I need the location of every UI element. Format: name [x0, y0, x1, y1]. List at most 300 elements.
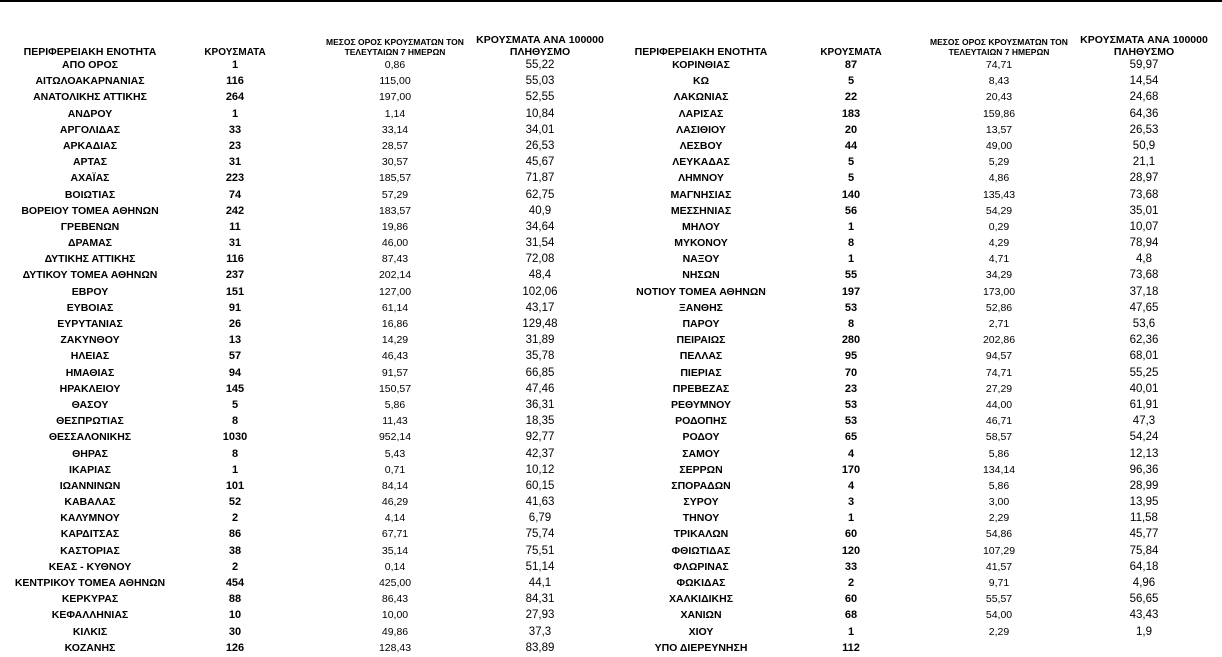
avg-cell: 107,29 [982, 544, 1016, 557]
per100k-cell: 44,1 [528, 577, 552, 589]
table-row [0, 511, 611, 527]
table-row [611, 58, 1222, 74]
avg-cell: 74,71 [985, 59, 1013, 71]
avg-cell: 34,29 [985, 269, 1013, 282]
table-row [611, 527, 1222, 543]
table-row [0, 301, 611, 317]
avg-cell: 159,86 [982, 107, 1016, 120]
cases-cell: 95 [844, 350, 858, 363]
cases-cell: 53 [844, 415, 858, 428]
table-row [0, 544, 611, 560]
per100k-cell: 34,01 [525, 123, 555, 136]
table-row [611, 560, 1222, 576]
region-cell: ΘΕΣΣΑΛΟΝΙΚΗΣ [48, 431, 132, 444]
cases-cell: 116 [226, 75, 244, 88]
per100k-cell: 42,37 [525, 447, 555, 460]
avg-cell: 49,00 [985, 139, 1013, 152]
avg-cell: 5,86 [988, 447, 1010, 460]
table-row [0, 398, 611, 414]
header-cases-per-100k: ΚΡΟΥΣΜΑΤΑ ΑΝΑ 100000 ΠΛΗΘΥΣΜΟ [1080, 33, 1208, 58]
avg-cell: 28,57 [381, 139, 409, 152]
region-cell: ΖΑΚΥΝΘΟΥ [60, 334, 120, 347]
header-avg-7-days: ΜΕΣΟΣ ΟΡΟΣ ΚΡΟΥΣΜΑΤΩΝ ΤΟΝ ΤΕΛΕΥΤΑΙΩΝ 7 ΗΜΕΡΩΝ [326, 37, 464, 58]
cases-cell: 8 [231, 415, 239, 428]
header-cases: ΚΡΟΥΣΜΑΤΑ [204, 46, 266, 58]
per100k-cell: 41,63 [525, 496, 555, 509]
avg-cell: 2,71 [988, 318, 1010, 330]
table-row [611, 463, 1222, 479]
cases-cell: 23 [228, 139, 242, 152]
per100k-cell: 83,89 [525, 641, 555, 654]
table-row [611, 641, 1222, 657]
cases-cell: 8 [231, 447, 239, 460]
cases-cell: 26 [228, 318, 242, 330]
per100k-cell: 47,65 [1129, 301, 1159, 314]
region-cell: ΦΘΙΩΤΙΔΑΣ [671, 544, 731, 557]
avg-cell: 197,00 [378, 91, 412, 104]
region-cell: ΗΜΑΘΙΑΣ [65, 366, 115, 379]
region-cell: ΔΥΤΙΚΟΥ ΤΟΜΕΑ ΑΘΗΝΩΝ [22, 269, 158, 282]
region-cell: ΡΟΔΟΥ [682, 431, 720, 444]
cases-cell: 33 [844, 560, 858, 573]
per100k-cell: 73,68 [1129, 188, 1159, 201]
region-cell: ΒΟΙΩΤΙΑΣ [64, 188, 116, 201]
cases-cell: 88 [228, 593, 242, 606]
region-cell: ΜΗΛΟΥ [682, 220, 720, 233]
per100k-cell: 55,25 [1129, 366, 1159, 379]
per100k-cell: 35,01 [1129, 204, 1159, 217]
region-cell: ΛΑΚΩΝΙΑΣ [673, 91, 729, 104]
cases-cell: 145 [225, 382, 245, 395]
region-cell: ΘΑΣΟΥ [71, 398, 109, 411]
avg-cell: 0,14 [384, 560, 406, 573]
avg-cell: 67,71 [381, 528, 409, 541]
avg-cell: 46,71 [985, 415, 1013, 428]
avg-cell: 4,86 [988, 172, 1010, 185]
left-table [0, 0, 611, 652]
table-row [611, 317, 1222, 333]
table-row [0, 204, 611, 220]
per100k-cell: 52,55 [525, 91, 555, 104]
per100k-cell: 62,36 [1129, 334, 1159, 347]
region-cell: ΙΚΑΡΙΑΣ [69, 463, 111, 476]
per100k-cell: 37,18 [1129, 285, 1159, 298]
per100k-cell: 10,07 [1129, 220, 1159, 233]
table-row [0, 333, 611, 349]
cases-cell: 4 [847, 479, 855, 492]
avg-cell: 2,29 [988, 512, 1010, 525]
region-cell: ΠΕΙΡΑΙΩΣ [676, 334, 726, 347]
cases-cell: 13 [228, 334, 242, 347]
cases-cell: 1 [231, 463, 239, 476]
region-cell: ΣΠΟΡΑΔΩΝ [671, 479, 731, 492]
region-cell: ΧΑΛΚΙΔΙΚΗΣ [668, 593, 734, 606]
per100k-cell: 1,9 [1136, 625, 1152, 638]
table-row [0, 608, 611, 624]
cases-cell: 4 [847, 447, 855, 460]
region-cell: ΑΝΑΤΟΛΙΚΗΣ ΑΤΤΙΚΗΣ [33, 91, 147, 104]
cases-cell: 5 [231, 398, 239, 411]
per100k-cell: 64,36 [1129, 107, 1159, 120]
per100k-cell: 71,87 [525, 172, 555, 185]
per100k-cell: 75,74 [525, 528, 555, 541]
table-row [0, 527, 611, 543]
per100k-cell: 59,97 [1129, 59, 1159, 71]
avg-cell: 61,14 [381, 301, 409, 314]
per100k-cell: 78,94 [1129, 237, 1159, 250]
cases-cell: 91 [228, 301, 242, 314]
table-row [611, 333, 1222, 349]
table-row [611, 625, 1222, 641]
avg-cell: 46,29 [381, 496, 409, 509]
cases-cell: 53 [844, 398, 858, 411]
per100k-cell: 64,18 [1129, 560, 1159, 573]
per100k-cell: 12,13 [1129, 447, 1159, 460]
region-cell: ΧΑΝΙΩΝ [680, 609, 722, 622]
avg-cell: 0,29 [988, 220, 1010, 233]
avg-cell: 35,14 [381, 544, 409, 557]
region-cell: ΑΡΚΑΔΙΑΣ [62, 139, 118, 152]
cases-cell: 120 [841, 544, 861, 557]
table-row [0, 236, 611, 252]
cases-cell: 1 [847, 253, 855, 266]
per100k-cell: 11,58 [1130, 512, 1158, 525]
region-cell: ΥΠΟ ΔΙΕΡΕΥΝΗΣΗ [654, 641, 748, 654]
avg-cell: 0,71 [384, 463, 406, 476]
header-cases-per-100k: ΚΡΟΥΣΜΑΤΑ ΑΝΑ 100000 ΠΛΗΘΥΣΜΟ [476, 33, 604, 58]
table-row [0, 349, 611, 365]
header-avg-7-days: ΜΕΣΟΣ ΟΡΟΣ ΚΡΟΥΣΜΑΤΩΝ ΤΟΝ ΤΕΛΕΥΤΑΙΩΝ 7 ΗΜΕΡΩΝ [930, 37, 1068, 58]
region-cell: ΚΕΑΣ - ΚΥΘΝΟΥ [48, 560, 132, 573]
avg-cell: 87,43 [381, 253, 409, 266]
table-row [611, 608, 1222, 624]
cases-cell: 183 [841, 107, 861, 120]
table-row [0, 90, 611, 106]
region-cell: ΜΑΓΝΗΣΙΑΣ [670, 188, 732, 201]
per100k-cell: 37,3 [528, 625, 552, 638]
region-cell: ΔΡΑΜΑΣ [68, 237, 112, 250]
table-row [0, 560, 611, 576]
region-cell: ΛΕΣΒΟΥ [679, 139, 723, 152]
avg-cell: 16,86 [381, 318, 409, 330]
table-row [611, 447, 1222, 463]
cases-cell: 22 [844, 91, 858, 104]
per100k-cell: 84,31 [525, 593, 555, 606]
avg-cell: 952,14 [378, 431, 412, 444]
region-cell: ΦΩΚΙΔΑΣ [676, 577, 726, 589]
per100k-cell: 53,6 [1132, 318, 1156, 330]
avg-cell: 46,43 [381, 350, 409, 363]
table-row [611, 511, 1222, 527]
cases-cell: 197 [841, 285, 861, 298]
table-row [0, 107, 611, 123]
table-row [611, 285, 1222, 301]
avg-cell: 54,86 [985, 528, 1013, 541]
per100k-cell: 4,8 [1136, 253, 1152, 266]
cases-cell: 57 [228, 350, 242, 363]
cases-cell: 237 [225, 269, 245, 282]
avg-cell: 33,14 [381, 123, 409, 136]
avg-cell: 13,57 [985, 123, 1013, 136]
table-row [0, 382, 611, 398]
header-region: ΠΕΡΙΦΕΡΕΙΑΚΗ ΕΝΟΤΗΤΑ [634, 45, 768, 58]
per100k-cell: 40,9 [528, 204, 552, 217]
table-row [0, 285, 611, 301]
region-cell: ΣΑΜΟΥ [682, 447, 720, 460]
region-cell: ΤΡΙΚΑΛΩΝ [673, 528, 729, 541]
cases-cell: 68 [844, 609, 858, 622]
per100k-cell: 54,24 [1129, 431, 1159, 444]
avg-cell: 52,86 [985, 301, 1013, 314]
per100k-cell: 68,01 [1129, 350, 1159, 363]
avg-cell: 8,43 [988, 75, 1010, 88]
region-cell: ΚΕΝΤΡΙΚΟΥ ΤΟΜΕΑ ΑΘΗΝΩΝ [14, 577, 166, 589]
per100k-cell: 27,93 [525, 609, 555, 622]
avg-cell: 5,86 [384, 398, 406, 411]
avg-cell: 134,14 [982, 463, 1016, 476]
region-cell: ΗΛΕΙΑΣ [70, 350, 110, 363]
cases-cell: 56 [844, 204, 858, 217]
avg-cell: 30,57 [381, 156, 409, 169]
region-cell: ΜΥΚΟΝΟΥ [674, 237, 728, 250]
table-row [0, 268, 611, 284]
per100k-cell: 75,84 [1129, 544, 1159, 557]
table-row [611, 366, 1222, 382]
cases-cell: 60 [844, 593, 858, 606]
per100k-cell: 31,54 [525, 237, 555, 250]
per100k-cell: 72,08 [525, 253, 555, 266]
cases-cell: 31 [228, 237, 242, 250]
cases-cell: 38 [228, 544, 242, 557]
per100k-cell: 45,77 [1129, 528, 1159, 541]
avg-cell: 4,71 [988, 253, 1010, 266]
per100k-cell: 62,75 [525, 188, 555, 201]
cases-cell: 242 [225, 204, 245, 217]
cases-cell: 1 [847, 625, 855, 638]
cases-cell: 264 [225, 91, 245, 104]
region-cell: ΚΑΒΑΛΑΣ [64, 496, 116, 509]
per100k-cell: 43,17 [525, 301, 555, 314]
region-cell: ΠΕΛΛΑΣ [679, 350, 723, 363]
cases-cell: 454 [225, 577, 245, 589]
per100k-cell: 26,53 [525, 139, 555, 152]
per100k-cell: 51,14 [525, 560, 555, 573]
avg-cell: 5,43 [384, 447, 406, 460]
avg-cell: 2,29 [988, 625, 1010, 638]
per100k-cell: 48,4 [528, 269, 552, 282]
per100k-cell: 24,68 [1129, 91, 1159, 104]
table-row [611, 544, 1222, 560]
region-cell: ΘΕΣΠΡΩΤΙΑΣ [56, 415, 124, 428]
cases-cell: 112 [842, 641, 860, 654]
per100k-cell: 40,01 [1129, 382, 1159, 395]
table-row [611, 398, 1222, 414]
cases-cell: 60 [844, 528, 858, 541]
table-row [0, 592, 611, 608]
table-row [0, 463, 611, 479]
cases-cell: 94 [228, 366, 242, 379]
region-cell: ΚΕΡΚΥΡΑΣ [61, 593, 119, 606]
table-row [611, 430, 1222, 446]
table-row [611, 123, 1222, 139]
table-row [611, 171, 1222, 187]
cases-cell: 1 [847, 512, 855, 525]
avg-cell: 3,00 [988, 496, 1010, 509]
table-row [0, 430, 611, 446]
cases-cell: 30 [228, 625, 242, 638]
avg-cell: 58,57 [985, 431, 1013, 444]
table-row [611, 414, 1222, 430]
per100k-cell: 18,35 [525, 415, 555, 428]
table-row [611, 74, 1222, 90]
per100k-cell: 36,31 [525, 398, 555, 411]
region-cell: ΚΑΡΔΙΤΣΑΣ [60, 528, 120, 541]
per100k-cell: 60,15 [525, 479, 555, 492]
avg-cell: 41,57 [985, 560, 1013, 573]
region-cell: ΚΑΣΤΟΡΙΑΣ [60, 544, 120, 557]
avg-cell: 49,86 [381, 625, 409, 638]
per100k-cell: 66,85 [525, 366, 555, 379]
per100k-cell: 28,97 [1129, 172, 1159, 185]
header-region: ΠΕΡΙΦΕΡΕΙΑΚΗ ΕΝΟΤΗΤΑ [23, 45, 157, 58]
table-row [0, 155, 611, 171]
cases-cell: 170 [841, 463, 861, 476]
region-cell: ΡΕΘΥΜΝΟΥ [670, 398, 732, 411]
region-cell: ΕΥΡΥΤΑΝΙΑΣ [57, 318, 123, 330]
per100k-cell: 73,68 [1129, 269, 1159, 282]
per100k-cell: 55,03 [525, 75, 555, 88]
avg-cell: 54,00 [985, 609, 1013, 622]
per100k-cell: 45,67 [525, 156, 555, 169]
region-cell: ΔΥΤΙΚΗΣ ΑΤΤΙΚΗΣ [44, 253, 136, 266]
table-row [611, 90, 1222, 106]
avg-cell: 4,29 [988, 237, 1010, 250]
cases-cell: 116 [226, 253, 244, 266]
region-cell: ΕΒΡΟΥ [71, 285, 109, 298]
table-row [0, 414, 611, 430]
cases-cell: 1 [231, 107, 239, 120]
cases-cell: 2 [231, 560, 239, 573]
per100k-cell: 56,65 [1129, 593, 1159, 606]
table-row [0, 139, 611, 155]
avg-cell: 19,86 [381, 220, 409, 233]
region-cell: ΒΟΡΕΙΟΥ ΤΟΜΕΑ ΑΘΗΝΩΝ [21, 204, 159, 217]
per100k-cell: 129,48 [522, 318, 558, 330]
table-row [611, 107, 1222, 123]
cases-cell: 2 [231, 512, 239, 525]
region-cell: ΕΥΒΟΙΑΣ [66, 301, 114, 314]
table-row [0, 576, 611, 592]
table-row [0, 58, 611, 74]
right-table [611, 0, 1222, 652]
table-row [0, 625, 611, 641]
table-row [0, 495, 611, 511]
per100k-cell: 47,3 [1132, 415, 1156, 428]
cases-cell: 223 [225, 172, 245, 185]
region-cell: ΡΟΔΟΠΗΣ [675, 415, 727, 428]
avg-cell: 84,14 [381, 479, 409, 492]
per100k-cell: 50,9 [1132, 139, 1156, 152]
table-row [611, 268, 1222, 284]
avg-cell: 10,00 [381, 609, 409, 622]
region-cell: ΝΟΤΙΟΥ ΤΟΜΕΑ ΑΘΗΝΩΝ [636, 285, 766, 298]
table-row [611, 204, 1222, 220]
avg-cell: 46,00 [381, 237, 409, 250]
cases-cell: 151 [225, 285, 245, 298]
avg-cell: 57,29 [381, 188, 409, 201]
region-cell: ΘΗΡΑΣ [72, 447, 108, 460]
right-rows [611, 58, 1222, 657]
per100k-cell: 4,96 [1132, 577, 1156, 589]
cases-cell: 70 [844, 366, 858, 379]
cases-cell: 2 [847, 577, 855, 589]
table-row [0, 171, 611, 187]
region-cell: ΜΕΣΣΗΝΙΑΣ [670, 204, 732, 217]
cases-cell: 65 [844, 431, 858, 444]
region-cell: ΚΕΦΑΛΛΗΝΙΑΣ [51, 609, 129, 622]
region-cell: ΛΗΜΝΟΥ [678, 172, 724, 185]
table-row [611, 576, 1222, 592]
avg-cell: 127,00 [378, 285, 412, 298]
table-row [0, 366, 611, 382]
avg-cell: 202,86 [982, 334, 1016, 347]
per100k-cell: 10,12 [525, 463, 555, 476]
cases-cell: 3 [847, 496, 855, 509]
avg-cell: 91,57 [381, 366, 409, 379]
region-cell: ΠΡΕΒΕΖΑΣ [672, 382, 730, 395]
table-row [611, 382, 1222, 398]
region-cell: ΚΟΡΙΝΘΙΑΣ [672, 59, 730, 71]
region-cell: ΗΡΑΚΛΕΙΟΥ [59, 382, 121, 395]
avg-cell: 425,00 [378, 577, 412, 589]
cases-cell: 33 [228, 123, 242, 136]
region-cell: ΑΧΑΪΑΣ [70, 172, 110, 185]
region-cell: ΠΙΕΡΙΑΣ [680, 366, 722, 379]
avg-cell: 202,14 [378, 269, 412, 282]
region-cell: ΝΗΣΩΝ [682, 269, 720, 282]
region-cell: ΛΕΥΚΑΔΑΣ [672, 156, 730, 169]
cases-cell: 23 [844, 382, 858, 395]
per100k-cell: 34,64 [525, 220, 555, 233]
table-row [0, 123, 611, 139]
table-row [611, 220, 1222, 236]
per100k-cell: 43,43 [1129, 609, 1159, 622]
region-cell: ΛΑΡΙΣΑΣ [678, 107, 724, 120]
region-cell: ΝΑΞΟΥ [682, 253, 720, 266]
avg-cell: 135,43 [982, 188, 1016, 201]
per100k-cell: 10,84 [525, 107, 555, 120]
per100k-cell: 21,1 [1132, 156, 1156, 169]
region-cell: ΞΑΝΘΗΣ [679, 301, 723, 314]
region-cell: ΣΕΡΡΩΝ [679, 463, 723, 476]
avg-cell: 150,57 [378, 382, 412, 395]
avg-cell: 14,29 [381, 334, 409, 347]
region-cell: ΛΑΣΙΘΙΟΥ [676, 123, 726, 136]
region-cell: ΙΩΑΝΝΙΝΩΝ [59, 479, 121, 492]
header-cases: ΚΡΟΥΣΜΑΤΑ [820, 46, 882, 58]
region-cell: ΑΝΔΡΟΥ [67, 107, 113, 120]
table-row [0, 74, 611, 90]
region-cell: ΧΙΟΥ [688, 625, 714, 638]
table-row [0, 188, 611, 204]
table-row [0, 220, 611, 236]
table-row [0, 447, 611, 463]
cases-cell: 10 [228, 609, 242, 622]
avg-cell: 115,00 [379, 75, 411, 88]
table-row [611, 495, 1222, 511]
cases-cell: 1 [847, 220, 855, 233]
table-row [0, 641, 611, 657]
